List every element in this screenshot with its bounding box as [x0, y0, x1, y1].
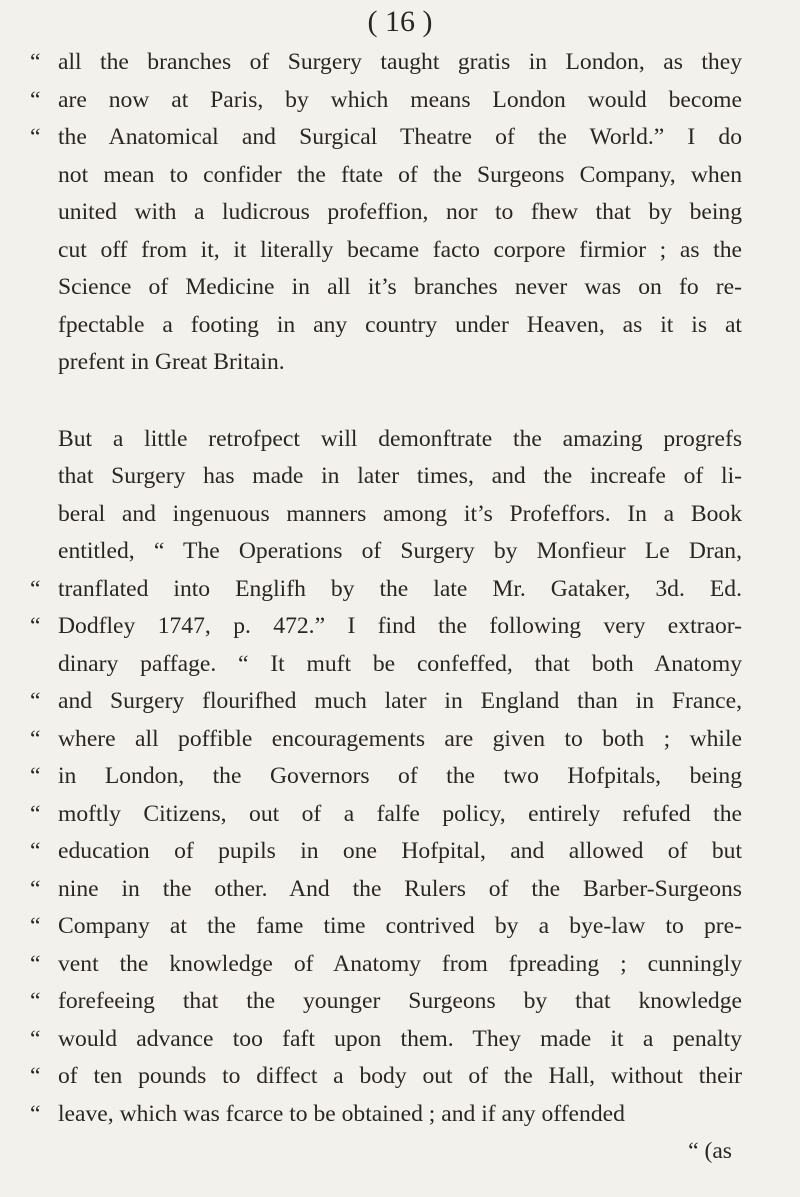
line-text: moftly Citizens, out of a falfe policy, entirely refufed the — [58, 800, 742, 827]
quote-mark: “ — [30, 49, 41, 75]
line-text: dinary paffage. “ It muft be confeffed, that both Anatomy — [58, 650, 742, 677]
line-text: prefent in Great Britain. — [58, 349, 285, 375]
line-text: cut off from it, it literally became facto corpore firmior ; as the — [58, 236, 742, 263]
page-text — [30, 44, 742, 1171]
line-text: beral and ingenuous manners among it’s Profeffors. In a Book — [58, 500, 742, 527]
line-text: forefeeing that the younger Surgeons by that knowledge — [58, 988, 742, 1014]
text-line — [30, 307, 742, 345]
text-line — [30, 683, 742, 721]
line-text: where all poffible encouragements are given to both ; while — [58, 725, 742, 752]
line-text: united with a ludicrous profeffion, nor to fhew that by being — [58, 199, 742, 225]
line-text: vent the knowledge of Anatomy from fpreading ; cunningly — [58, 950, 742, 977]
text-line — [30, 44, 742, 82]
line-text: Dodfley 1747, p. 472.” I find the following very extraor- — [58, 613, 742, 639]
text-line — [30, 758, 742, 796]
quote-mark: “ — [30, 913, 41, 939]
text-line — [30, 533, 742, 571]
text-line — [30, 82, 742, 120]
text-line — [30, 871, 742, 909]
line-text: leave, which was fcarce to be obtained ; and if any offended — [58, 1100, 625, 1127]
text-line — [30, 119, 742, 157]
line-text: all the branches of Surgery taught gratis in London, as they — [58, 49, 742, 75]
line-text: nine in the other. And the Rulers of the Barber-Surgeons — [58, 875, 742, 902]
text-line — [30, 983, 742, 1021]
quote-mark: “ — [30, 688, 41, 714]
text-line — [30, 157, 742, 195]
line-text: education of pupils in one Hofpital, and allowed of but — [58, 838, 742, 864]
line-text: tranflated into Englifh by the late Mr. Gataker, 3d. Ed. — [58, 575, 742, 602]
paragraph — [30, 44, 742, 382]
line-text: that Surgery has made in later times, and the increafe of li- — [58, 463, 742, 489]
quote-mark: “ — [30, 725, 41, 752]
line-text: not mean to confider the ftate of the Surgeons Company, when — [58, 161, 742, 188]
text-line — [30, 1058, 742, 1096]
text-line — [30, 458, 742, 496]
quote-mark: “ — [30, 575, 41, 602]
line-text: entitled, “ The Operations of Surgery by Monfieur Le Dran, — [58, 538, 742, 564]
quote-mark: “ — [30, 1025, 41, 1052]
quote-mark: “ — [30, 1063, 41, 1089]
quote-mark: “ — [30, 86, 41, 113]
line-text: in London, the Governors of the two Hofpitals, being — [58, 763, 742, 789]
quote-mark: “ — [30, 950, 41, 977]
line-text: of ten pounds to diffect a body out of the Hall, without their — [58, 1063, 742, 1089]
quote-mark: “ — [30, 988, 41, 1014]
text-line — [30, 946, 742, 984]
text-line — [30, 608, 742, 646]
text-line — [30, 269, 742, 307]
text-line — [30, 833, 742, 871]
text-line — [30, 796, 742, 834]
text-line — [30, 646, 742, 684]
text-line — [30, 421, 742, 459]
line-text: Science of Medicine in all it’s branches never was on fo re- — [58, 274, 742, 300]
quote-mark: “ — [30, 800, 41, 827]
catchword: “ (as — [688, 1138, 732, 1164]
text-line — [30, 344, 742, 382]
page-number: ( 16 ) — [367, 5, 433, 38]
quote-mark: “ — [30, 613, 41, 639]
line-text: and Surgery flourifhed much later in England than in France, — [58, 688, 742, 714]
text-line — [30, 908, 742, 946]
text-line — [30, 496, 742, 534]
text-line — [30, 232, 742, 270]
line-text: the Anatomical and Surgical Theatre of the World.” I do — [58, 124, 742, 150]
paragraph — [30, 421, 742, 1134]
line-text: fpectable a footing in any country under Heaven, as it is at — [58, 311, 742, 338]
line-text: are now at Paris, by which means London would become — [58, 86, 742, 113]
text-line — [30, 1096, 742, 1134]
quote-mark: “ — [30, 1100, 41, 1127]
line-text: But a little retrofpect will demonftrate the amazing progrefs — [58, 425, 742, 452]
quote-mark: “ — [30, 838, 41, 864]
quote-mark: “ — [30, 124, 41, 150]
line-text: would advance too faft upon them. They made it a penalty — [58, 1025, 742, 1052]
quote-mark: “ — [30, 875, 41, 902]
text-line — [30, 571, 742, 609]
line-text: Company at the fame time contrived by a bye-law to pre- — [58, 913, 742, 939]
quote-mark: “ — [30, 763, 41, 789]
text-line — [30, 721, 742, 759]
text-line — [30, 194, 742, 232]
text-line — [30, 1021, 742, 1059]
